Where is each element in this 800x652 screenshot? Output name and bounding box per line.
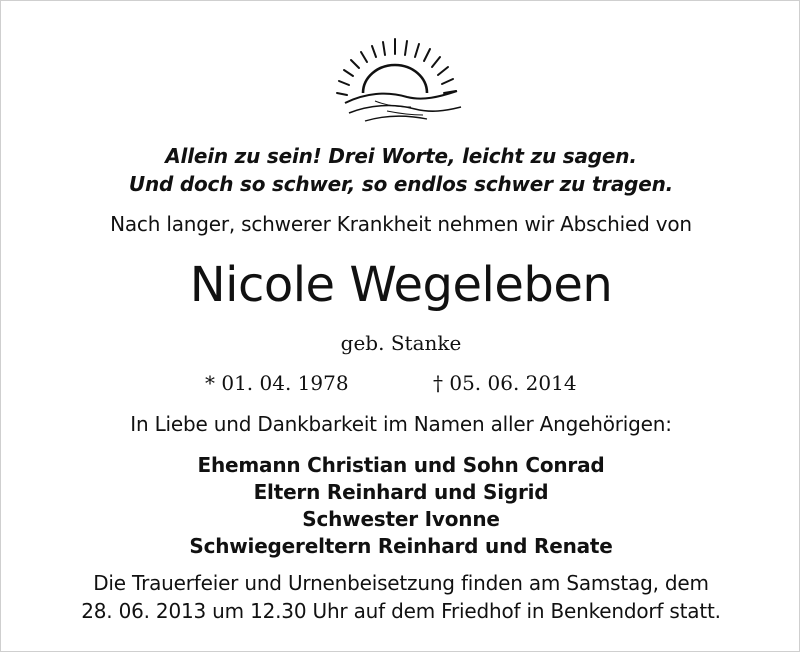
- mourners-intro: In Liebe und Dankbarkeit im Namen aller Angehörigen:: [130, 412, 672, 436]
- maiden-name: geb. Stanke: [340, 331, 462, 355]
- verse-line-2: Und doch so schwer, so endlos schwer zu tragen.: [128, 172, 674, 196]
- sunrise-over-hills-icon: [335, 27, 465, 123]
- mourner-line: Schwiegereltern Reinhard und Renate: [189, 534, 613, 558]
- funeral-info-line-1: Die Trauerfeier und Urnenbeisetzung finden am Samstag, dem: [93, 571, 709, 595]
- mourner-line: Schwester Ivonne: [302, 507, 500, 531]
- intro-text: Nach langer, schwerer Krankheit nehmen wir Abschied von: [110, 212, 692, 236]
- mourner-line: Ehemann Christian und Sohn Conrad: [197, 453, 605, 477]
- funeral-info-line-2: 28. 06. 2013 um 12.30 Uhr auf dem Friedhof in Benkendorf statt.: [81, 599, 721, 623]
- verse-line-1: Allein zu sein! Drei Worte, leicht zu sagen.: [165, 144, 637, 168]
- death-date: † 05. 06. 2014: [433, 371, 577, 395]
- deceased-name: Nicole Wegeleben: [189, 257, 613, 313]
- mourner-line: Eltern Reinhard und Sigrid: [253, 480, 549, 504]
- birth-date: * 01. 04. 1978: [205, 371, 349, 395]
